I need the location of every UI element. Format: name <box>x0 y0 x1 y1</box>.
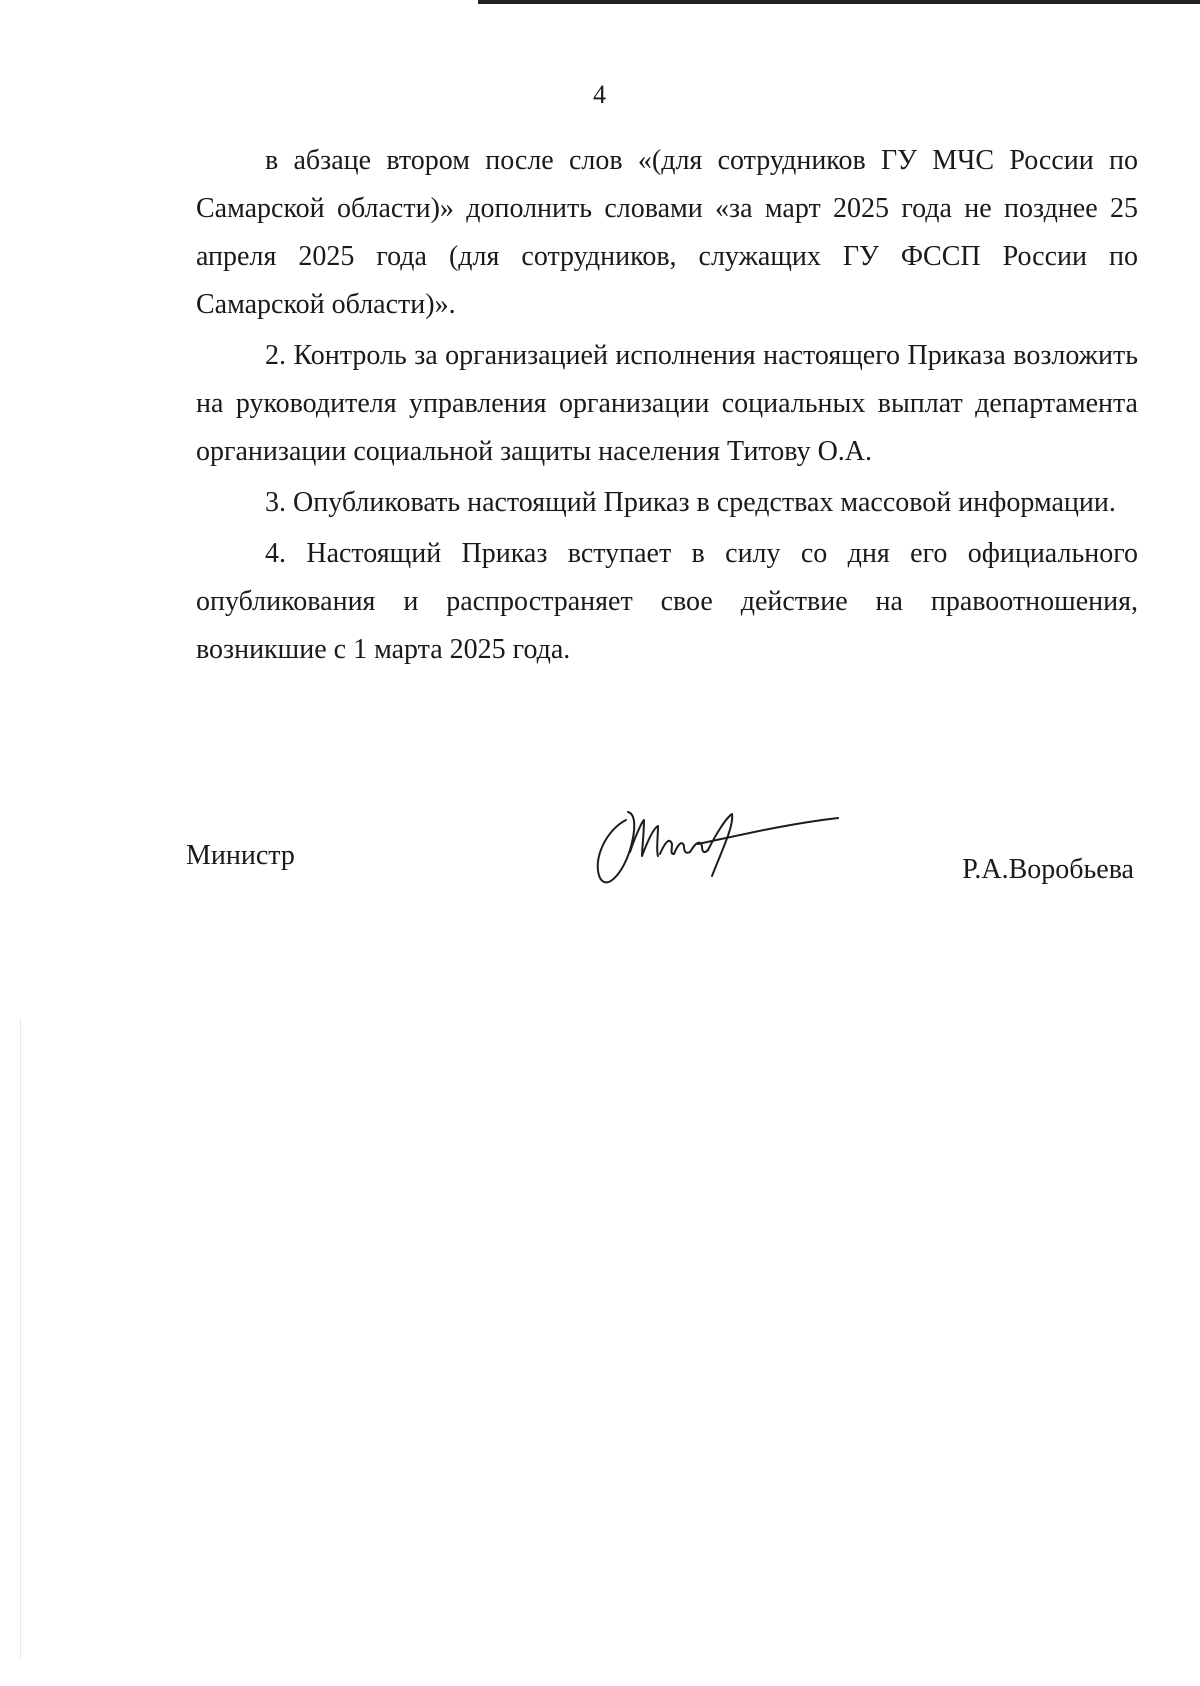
document-body <box>196 137 1138 674</box>
signatory-name: Р.А.Воробьева <box>962 854 1134 885</box>
paragraph-2-control: 2. Контроль за организацией исполнения настоящего Приказа возложить на руководителя управления организации социальных выплат департамента организации социальной защиты населения Титову О.А. <box>196 340 1138 467</box>
handwritten-signature-icon <box>586 800 846 890</box>
paragraph-amendment: в абзаце втором после слов «(для сотрудников ГУ МЧС России по Самарской области)» дополнить словами «за март 2025 года не позднее 25 апреля 2025 года (для сотрудников, служащих ГУ ФССП России по Самарской области)». <box>196 145 1138 320</box>
signature-block <box>186 800 1134 920</box>
scan-edge-line <box>478 0 1200 4</box>
page-number: 4 <box>593 80 606 109</box>
paragraph-3-publish: 3. Опубликовать настоящий Приказ в средствах массовой информации. <box>265 487 1116 518</box>
signatory-title: Министр <box>186 840 295 871</box>
scan-margin-artifact <box>20 1020 23 1660</box>
paragraph-4-effective: 4. Настоящий Приказ вступает в силу со дня его официального опубликования и распространяет свое действие на правоотношения, возникшие с 1 марта 2025 года. <box>196 538 1138 665</box>
